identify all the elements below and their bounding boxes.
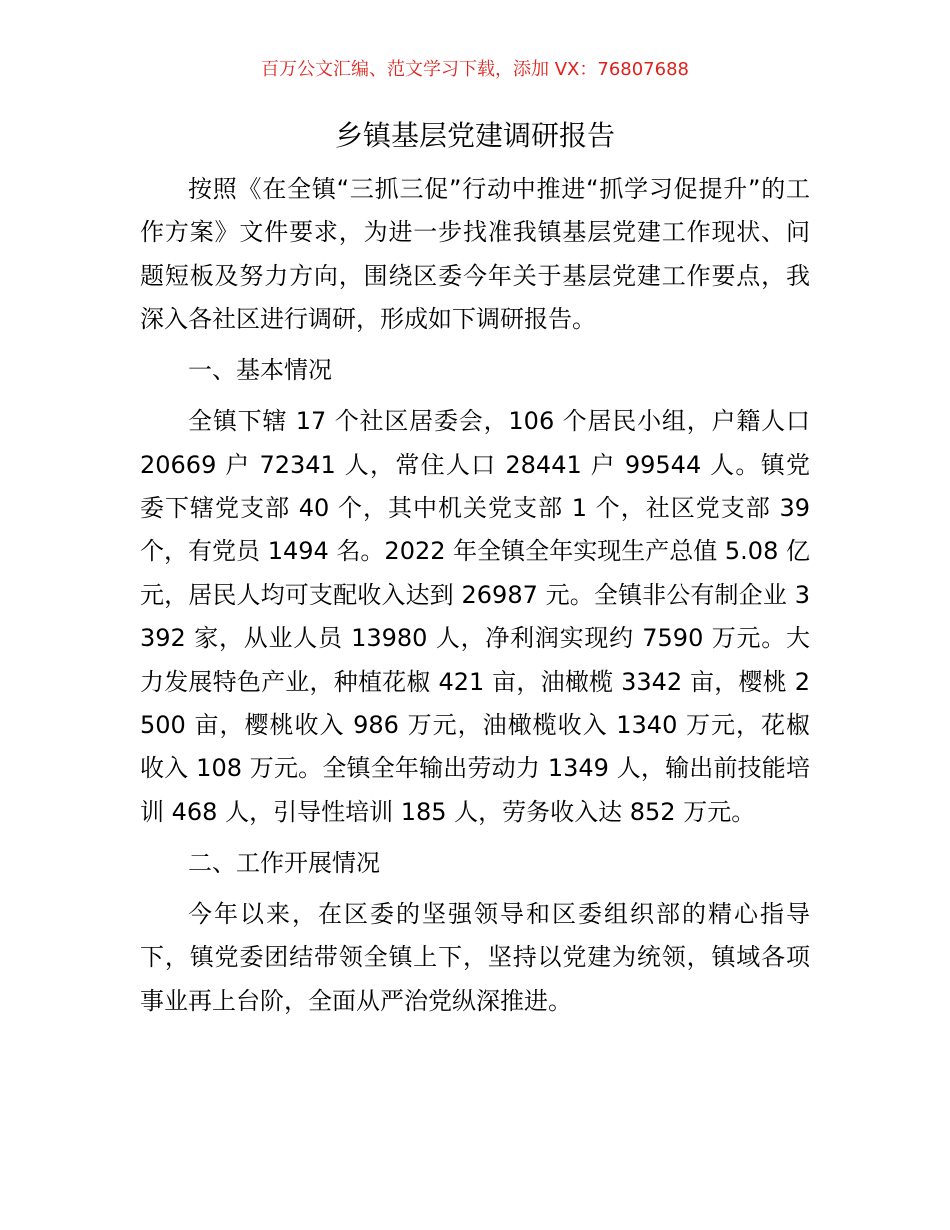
document-body <box>140 168 810 1031</box>
section-heading-work-progress: 二、工作开展情况 <box>188 848 380 877</box>
paragraph-basic-situation: 全镇下辖 17 个社区居委会，106 个居民小组，户籍人口 20669 户 72341 人，常住人口 28441 户 99544 人。镇党委下辖党支部 40 个，其中机关党支部 1 个，社区党支部 39 个，有党员 1494 名。2022 年全镇全年实现生产总值 5.08 亿元，居民人均可支配收入达到 26987 元。全镇非公有制企业 3392 家，从业人员 13980 人，净利润实现约 7590 万元。大力发展特色产业，种植花椒 421 亩，油橄榄 3342 亩，樱桃 2500 亩，樱桃收入 986 万元，油橄榄收入 1340 万元，花椒收入 108 万元。全镇全年输出劳动力 1349 人，输出前技能培训 468 人，引导性培训 185 人，劳务收入达 852 万元。 <box>140 407 810 826</box>
section-heading-basic-situation: 一、基本情况 <box>188 356 332 385</box>
document-title: 乡镇基层党建调研报告 <box>334 119 615 152</box>
paragraph-work-progress: 今年以来，在区委的坚强领导和区委组织部的精心指导下，镇党委团结带领全镇上下，坚持以党建为统领，镇域各项事业再上台阶，全面从严治党纵深推进。 <box>140 899 810 1015</box>
watermark-header: 百万公文汇编、范文学习下载，添加 VX：76807688 <box>261 59 689 80</box>
paragraph-intro: 按照《在全镇“三抓三促”行动中推进“抓学习促提升”的工作方案》文件要求，为进一步找准我镇基层党建工作现状、问题短板及努力方向，围绕区委今年关于基层党建工作要点，我深入各社区进行调研，形成如下调研报告。 <box>140 175 810 334</box>
